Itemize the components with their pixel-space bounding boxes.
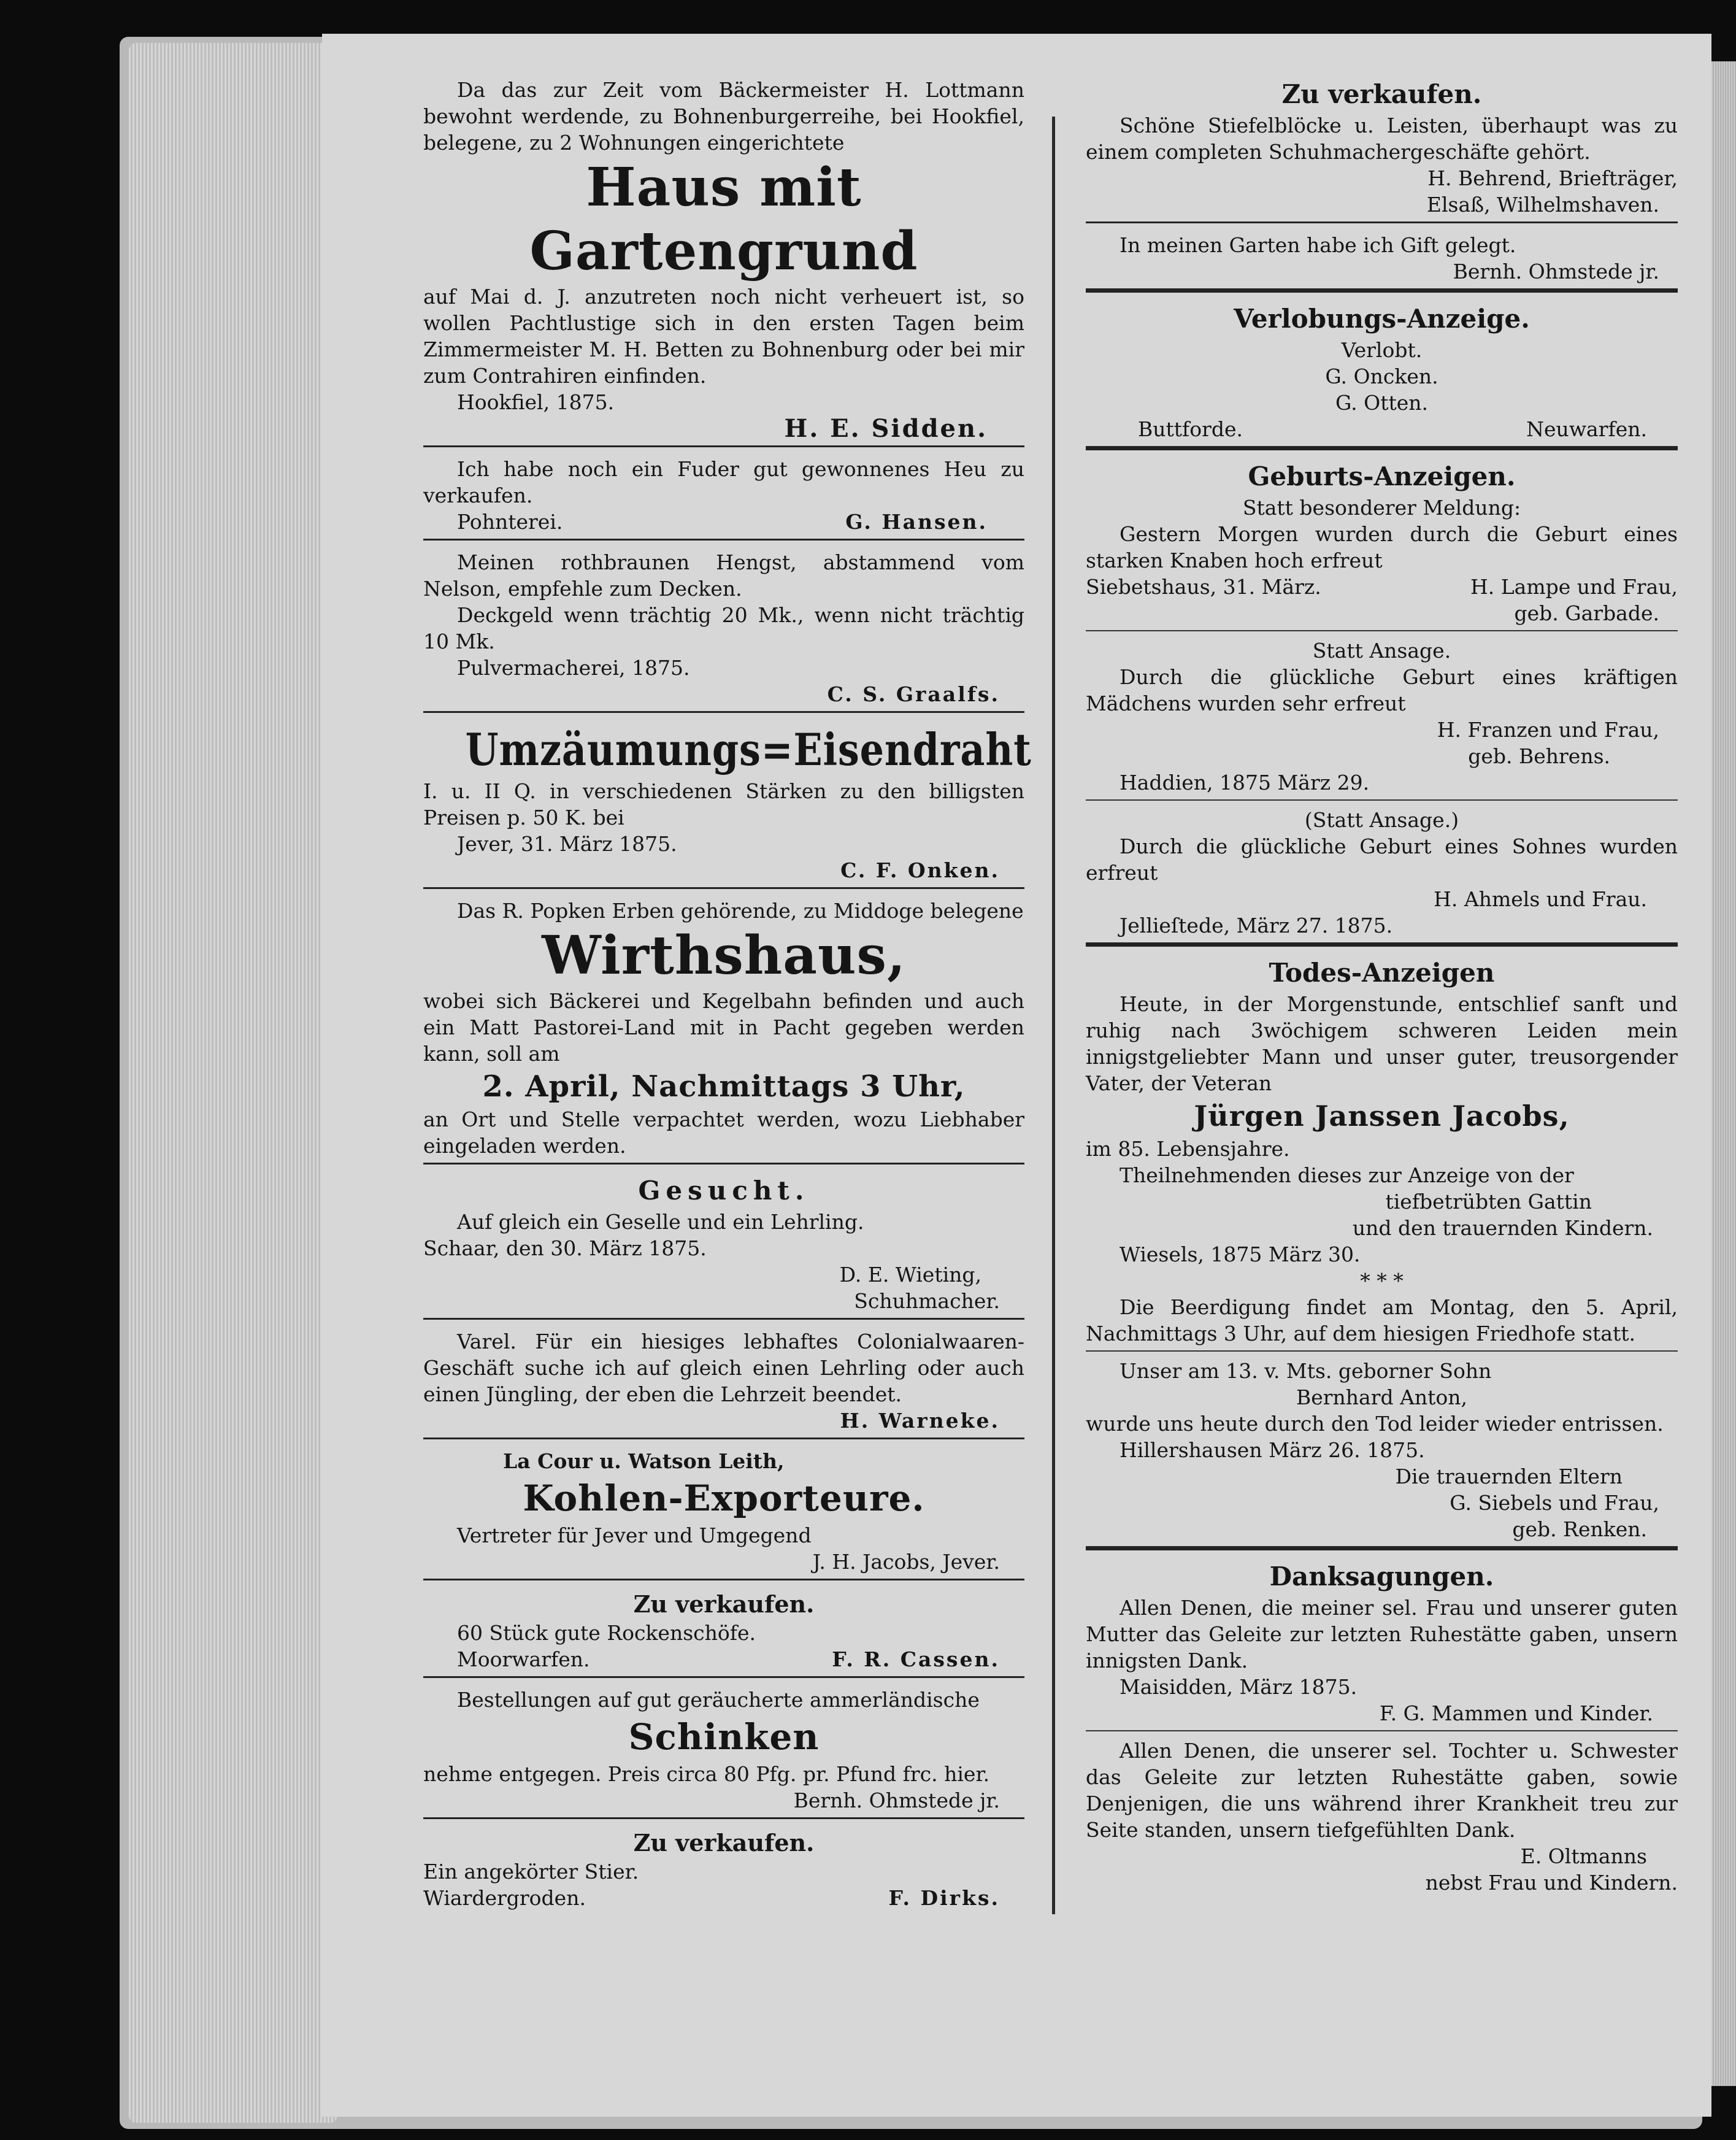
thanks-1-body: Allen Denen, die meiner sel. Frau und unserer guten Mutter das Geleite zur letzten Ruhestätte gaben, unsern innigsten Dank. <box>1086 1596 1678 1672</box>
death-1-notice: Theilnehmenden dieses zur Anzeige von der <box>1120 1163 1574 1187</box>
ad-headline: Schinken <box>628 1716 820 1758</box>
ad-place: Moorwarfen. <box>457 1647 590 1671</box>
engagement-place-1: Buttforde. <box>1138 417 1243 441</box>
section-geburt <box>1086 459 1678 947</box>
ad-schinken <box>423 1687 1024 1819</box>
ad-kohlen <box>423 1448 1024 1580</box>
page-edges <box>129 43 337 2123</box>
ad-signature: H. E. Sidden. <box>784 414 988 443</box>
death-1-from-2: und den trauernden Kindern. <box>1352 1216 1653 1240</box>
ad-body: 60 Stück gute Rockenschöfe. <box>457 1621 756 1645</box>
death-1-from: tiefbetrübten Gattin <box>1385 1190 1592 1214</box>
ad-signature: C. F. Onken. <box>840 858 1000 882</box>
birth-3-place: Jellieſtede, März 27. 1875. <box>1120 914 1393 937</box>
birth-1-signature: H. Lampe und Frau, <box>1470 575 1678 599</box>
death-1-place: Wiesels, 1875 März 30. <box>1120 1242 1361 1266</box>
section-title: Geburts-Anzeigen. <box>1248 461 1516 491</box>
ad-stiefelbloecke <box>1086 77 1678 223</box>
ad-body: In meinen Garten habe ich Gift gelegt. <box>1120 233 1516 257</box>
right-column <box>1086 77 1678 1899</box>
ad-headline: Kohlen-Exporteure. <box>523 1477 925 1519</box>
death-2-signature-2: geb. Renken. <box>1512 1517 1647 1541</box>
death-1-body: Heute, in der Morgenstunde, entschlief sanft und ruhig nach 3wöchigem schweren Leiden mein innigstgeliebter Mann und unser guter, treusorgender Vater, der Veteran <box>1086 992 1678 1095</box>
birth-2-head: Statt Ansage. <box>1312 639 1451 663</box>
column-divider <box>1052 117 1055 1914</box>
birth-2-body: Durch die glückliche Geburt eines kräftigen Mädchens wurden sehr erfreut <box>1086 665 1678 715</box>
ad-signature-2: Elsaß, Wilhelmshaven. <box>1426 193 1659 217</box>
ad-haus-mit-gartengrund <box>423 77 1024 447</box>
birth-2-signature-2: geb. Behrens. <box>1468 744 1610 768</box>
ad-signature: Bernh. Ohmstede jr. <box>1453 260 1659 283</box>
ad-signature: J. H. Jacobs, Jever. <box>812 1550 1000 1574</box>
ad-body: Ein angekörter Stier. <box>423 1860 639 1884</box>
engagement-label: Verlobt. <box>1341 338 1423 362</box>
thanks-1-place: Maisidden, März 1875. <box>1120 1675 1358 1699</box>
ad-intro: Bestellungen auf gut geräucherte ammerländische <box>457 1688 980 1712</box>
birth-1-head: Statt besonderer Meldung: <box>1242 496 1521 520</box>
thanks-2-signature-2: nebst Frau und Kindern. <box>1425 1871 1678 1895</box>
ad-title: Gesucht. <box>638 1176 810 1206</box>
ad-signature: F. R. Cassen. <box>832 1647 1000 1671</box>
ad-eisendraht <box>423 722 1032 889</box>
ad-place: Wiardergroden. <box>423 1886 586 1910</box>
section-title: Todes-Anzeigen <box>1269 958 1495 988</box>
ad-body: Schöne Stiefelblöcke u. Leisten, überhaupt was zu einem completen Schuhmachergeschäfte gehört. <box>1086 114 1678 164</box>
birth-1-place: Siebetshaus, 31. März. <box>1086 575 1321 599</box>
birth-2-place: Haddien, 1875 März 29. <box>1086 769 1678 801</box>
ad-rockenschoefe <box>423 1589 1024 1678</box>
ad-line: Vertreter für Jever und Umgegend <box>457 1523 812 1547</box>
ad-body: wobei sich Bäckerei und Kegelbahn befinden und auch ein Matt Pastorei-Land mit in Pacht gegeben werden kann, soll am <box>423 989 1024 1066</box>
ad-place: Schaar, den 30. März 1875. <box>423 1236 707 1260</box>
ad-title: Zu verkaufen. <box>633 1829 815 1857</box>
ad-title: Zu verkaufen. <box>1281 79 1482 109</box>
birth-1-body: Gestern Morgen wurden durch die Geburt eines starken Knaben hoch erfreut <box>1086 522 1678 572</box>
death-2-intro: Unser am 13. v. Mts. geborner Sohn <box>1120 1359 1492 1383</box>
ad-gesucht <box>423 1173 1024 1320</box>
section-danksagung <box>1086 1559 1678 1899</box>
ad-stier <box>423 1828 1024 1915</box>
ad-date: 2. April, Nachmittags 3 Uhr, <box>482 1069 966 1104</box>
section-todes <box>1086 955 1678 1550</box>
birth-1-signature-2: geb. Garbade. <box>1086 600 1678 631</box>
birth-2-signature: H. Franzen und Frau, <box>1437 718 1659 742</box>
ad-title: Zu verkaufen. <box>633 1590 815 1618</box>
ad-body: auf Mai d. J. anzutreten noch nicht verheuert ist, so wollen Pachtlustige sich in den ersten Tagen beim Zimmermeister M. H. Betten zu Bohnenburg oder bei mir zum Contrahiren einfinden. <box>423 285 1024 388</box>
ad-body: nehme entgegen. Preis circa 80 Pfg. pr. Pfund frc. hier. <box>423 1762 990 1786</box>
ad-place: Pulvermacherei, 1875. <box>457 656 690 680</box>
ad-signature: C. S. Graalfs. <box>827 682 1000 706</box>
thanks-2-body: Allen Denen, die unserer sel. Tochter u. Schwester das Geleite zur letzten Ruhestätte gaben, sowie Denjenigen, die uns während ihrer Krankheit treu zur Seite standen, unsern tiefgefühlten Dank. <box>1086 1739 1678 1842</box>
engagement-name-1: G. Oncken. <box>1325 364 1438 388</box>
ad-signature: F. Dirks. <box>888 1886 1000 1910</box>
death-1-name: Jürgen Janssen Jacobs, <box>1194 1099 1570 1133</box>
ad-body: I. u. II Q. in verschiedenen Stärken zu den billigsten Preisen p. 50 K. bei <box>423 779 1024 829</box>
ad-signature-2: Schuhmacher. <box>854 1289 1000 1313</box>
ad-signature: D. E. Wieting, <box>839 1263 981 1287</box>
ad-headline: Wirthshaus, <box>542 925 906 987</box>
death-2-signature: G. Siebels und Frau, <box>1450 1491 1659 1515</box>
ad-hengst <box>423 549 1024 713</box>
thanks-1-signature: F. G. Mammen und Kinder. <box>1086 1700 1678 1731</box>
section-title: Verlobungs-Anzeige. <box>1234 304 1530 334</box>
death-2-body: wurde uns heute durch den Tod leider wieder entrissen. <box>1086 1412 1664 1436</box>
birth-3-signature: H. Ahmels und Frau. <box>1434 887 1647 911</box>
birth-3-head: (Statt Ansage.) <box>1304 808 1459 832</box>
ad-body: Varel. Für ein hiesiges lebhaftes Colonialwaaren-Geschäft suche ich auf gleich einen Lehrling oder auch einen Jüngling, der eben die Lehrzeit beendet. <box>423 1330 1024 1406</box>
ad-intro: Das R. Popken Erben gehörende, zu Middoge belegene <box>457 899 1024 923</box>
ad-body: Auf gleich ein Geselle und ein Lehrling. <box>457 1210 864 1234</box>
ad-heu <box>423 456 1024 541</box>
ad-body-2: Deckgeld wenn trächtig 20 Mk., wenn nicht trächtig 10 Mk. <box>423 603 1024 653</box>
ad-body: Meinen rothbraunen Hengst, abstammend vom Nelson, empfehle zum Decken. <box>423 550 1024 601</box>
ad-body: Ich habe noch ein Fuder gut gewonnenes Heu zu verkaufen. <box>423 457 1024 507</box>
ad-signature: Bernh. Ohmstede jr. <box>793 1788 1000 1812</box>
ad-place: Hookfiel, 1875. <box>457 390 615 414</box>
section-verlobung <box>1086 301 1678 450</box>
funeral-notice: Die Beerdigung findet am Montag, den 5. April, Nachmittags 3 Uhr, auf dem hiesigen Friedhofe statt. <box>1086 1294 1678 1352</box>
page-edges-right <box>1711 61 1736 2086</box>
ad-signature: H. Warneke. <box>840 1409 1000 1433</box>
ad-signature: H. Behrend, Briefträger, <box>1427 166 1678 190</box>
engagement-place-2: Neuwarfen. <box>1526 417 1647 441</box>
ad-wirthshaus <box>423 898 1024 1164</box>
death-2-name: Bernhard Anton, <box>1296 1385 1468 1409</box>
ad-intro: La Cour u. Watson Leith, <box>503 1449 785 1473</box>
death-1-age: im 85. Lebensjahre. <box>1086 1137 1290 1161</box>
birth-3-body: Durch die glückliche Geburt eines Sohnes wurden erfreut <box>1086 834 1678 885</box>
ad-gift <box>1086 232 1678 293</box>
section-title: Danksagungen. <box>1269 1561 1494 1592</box>
ad-lehrling-varel <box>423 1328 1024 1439</box>
ad-place: Jever, 31. März 1875. <box>457 832 677 856</box>
ad-outro: an Ort und Stelle verpachtet werden, wozu Liebhaber eingeladen werden. <box>423 1107 1024 1158</box>
left-column <box>423 77 1032 1915</box>
ad-intro: Da das zur Zeit vom Bäckermeister H. Lottmann bewohnt werdende, zu Bohnenburgerreihe, bei Hookfiel, belegene, zu 2 Wohnungen eingerichtete <box>423 78 1024 155</box>
engagement-name-2: G. Otten. <box>1335 391 1428 415</box>
ad-headline: Haus mit Gartengrund <box>529 156 918 282</box>
thanks-2-signature: E. Oltmanns <box>1520 1844 1647 1868</box>
death-2-from: Die trauernden Eltern <box>1395 1465 1623 1488</box>
ad-headline: Umzäumungs=Eisendraht <box>465 723 1032 776</box>
ad-signature: G. Hansen. <box>845 510 988 534</box>
ad-place: Pohnterei. <box>457 510 563 534</box>
death-2-place: Hillershausen März 26. 1875. <box>1120 1438 1425 1462</box>
separator-stars: * * * <box>1360 1269 1404 1293</box>
